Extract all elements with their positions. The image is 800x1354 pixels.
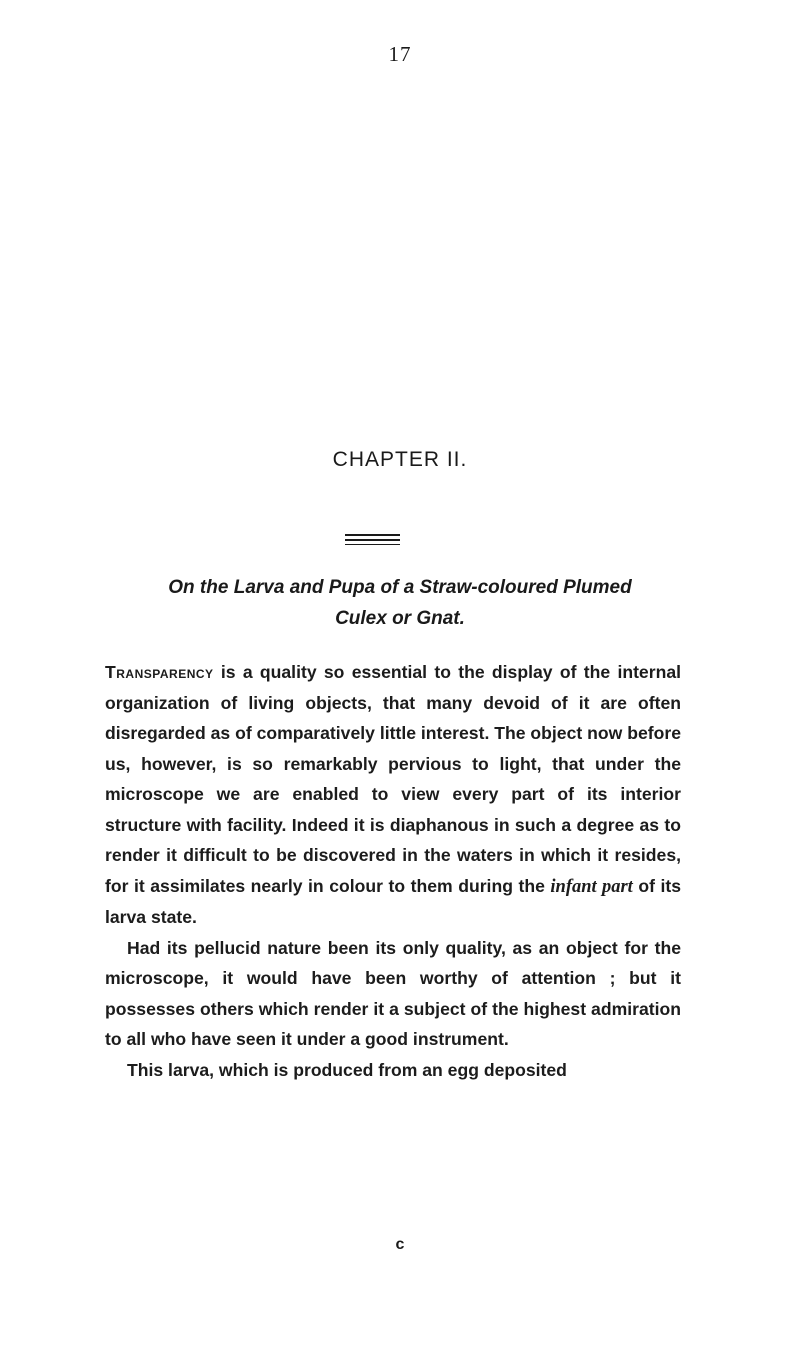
paragraph-2: Had its pellucid nature been its only quality, as an object for the microscope, it would have been worthy of attention ; but it possesses others which render it a subject of the highest admiration to all who have seen it under a good instrument. [105,937,681,1049]
chapter-heading: CHAPTER II. [332,448,468,471]
signature-mark: c [395,1236,405,1253]
subtitle-line-2: Culex or Gnat. [335,608,465,629]
body-text [105,657,681,1085]
ornamental-rule-bottom [345,544,400,545]
ornamental-rule-middle [345,539,400,541]
ornamental-rule-top [345,534,400,536]
paragraph-1-lead-word: Transparency [105,662,214,682]
page-number: 17 [388,42,412,66]
paragraph-1-emphasis: infant part [550,876,633,897]
subtitle-line-1: On the Larva and Pupa of a Straw-coloured Plumed [168,577,632,598]
paragraph-1-text-b: of its larva state. [105,875,682,927]
paragraph-1-text-a: is a quality so essential to the display of the internal organization of living objects, that many devoid of it are often disregarded as of comparatively little interest. The object now before us, however, is so remarkably pervious to light, that under the microscope we are enabled to view every part of its interior structure with facility. Indeed it is diaphanous in such a degree as to render it difficult to be discovered in the waters in which it resides, for it assimilates nearly in colour to them during the [105,662,681,896]
paragraph-1 [105,657,681,933]
chapter-subtitle [0,572,800,634]
paragraph-3: This larva, which is produced from an egg deposited [127,1059,567,1080]
